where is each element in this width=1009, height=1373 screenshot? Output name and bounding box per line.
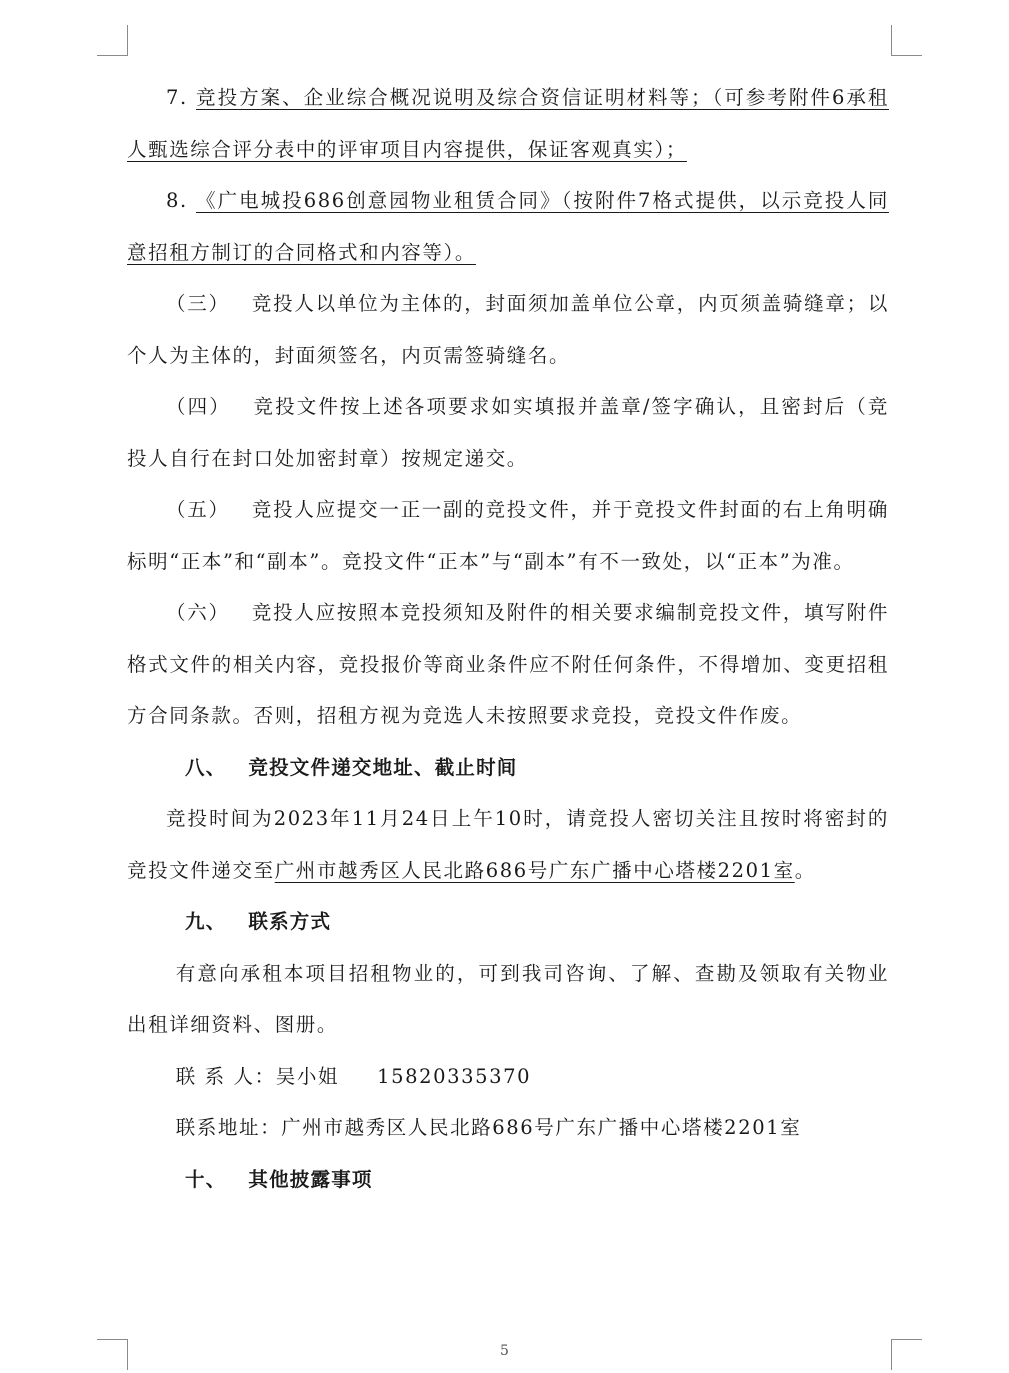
section-10-title: 其他披露事项 (248, 1167, 373, 1191)
item-7-text: 竞投方案、企业综合概况说明及综合资信证明材料等；（可参考附件6承租人甄选综合评分表中的评审项目内容提供，保证客观真实）； (127, 86, 889, 161)
item-7-number: 7. (166, 86, 188, 109)
page-number: 5 (500, 1343, 509, 1359)
clause-6-label: （六） (166, 601, 230, 624)
section-8-end: 。 (794, 858, 816, 882)
section-8-body (127, 793, 889, 896)
contact-address-label: 联系地址： (175, 1116, 282, 1139)
clause-4-text: 竞投文件按上述各项要求如实填报并盖章/签字确认，且密封后（竞投人自行在封口处加密封章）按规定递交。 (127, 395, 889, 470)
clause-5-text: 竞投人应提交一正一副的竞投文件，并于竞投文件封面的右上角明确标明“正本”和“副本”。竞投文件“正本”与“副本”有不一致处，以“正本”为准。 (127, 498, 889, 573)
contact-address-line (127, 1102, 889, 1154)
clause-4 (127, 381, 889, 484)
section-9-number: 九、 (185, 910, 227, 933)
section-9-heading (127, 896, 889, 948)
item-8-number: 8. (166, 189, 188, 212)
section-8-text: 竞投时间为2023年11月24日上午10时，请竞投人密切关注且按时将密封的竞投文件递交至 (127, 807, 889, 882)
document-body (127, 72, 889, 1205)
clause-3 (127, 278, 889, 381)
item-8-text: 《广电城投686创意园物业租赁合同》（按附件7格式提供，以示竞投人同意招租方制订的合同格式和内容等）。 (127, 189, 889, 264)
clause-5-label: （五） (166, 498, 230, 521)
contact-person-name: 吴小姐 (275, 1064, 340, 1088)
section-9-body: 有意向承租本项目招租物业的，可到我司咨询、了解、查勘及领取有关物业出租详细资料、图册。 (127, 961, 889, 1036)
item-7 (127, 72, 889, 175)
contact-person-line (127, 1051, 889, 1103)
clause-5 (127, 484, 889, 587)
section-9-title: 联系方式 (248, 910, 332, 933)
contact-person-label: 联 系 人： (175, 1064, 276, 1088)
contact-address-value: 广州市越秀区人民北路686号广东广播中心塔楼2201室 (281, 1116, 802, 1139)
crop-mark-top-right (891, 25, 922, 56)
section-8-heading (127, 742, 889, 794)
item-8 (127, 175, 889, 278)
clause-6 (127, 587, 889, 742)
section-10-number: 十、 (185, 1167, 227, 1191)
clause-3-text: 竞投人以单位为主体的，封面须加盖单位公章，内页须盖骑缝章；以个人为主体的，封面须签名，内页需签骑缝名。 (127, 292, 889, 367)
section-10-heading (127, 1154, 889, 1206)
clause-6-text: 竞投人应按照本竞投须知及附件的相关要求编制竞投文件，填写附件格式文件的相关内容，竞投报价等商业条件应不附任何条件，不得增加、变更招租方合同条款。否则，招租方视为竞选人未按照要求竞投，竞投文件作废。 (127, 601, 889, 727)
clause-3-label: （三） (166, 292, 230, 315)
section-8-title: 竞投文件递交地址、截止时间 (248, 755, 518, 779)
contact-phone: 15820335370 (377, 1064, 532, 1088)
crop-mark-top-left (97, 25, 128, 56)
section-8-number: 八、 (185, 755, 227, 779)
submission-address: 广州市越秀区人民北路686号广东广播中心塔楼2201室 (274, 858, 795, 882)
clause-4-label: （四） (166, 395, 231, 418)
